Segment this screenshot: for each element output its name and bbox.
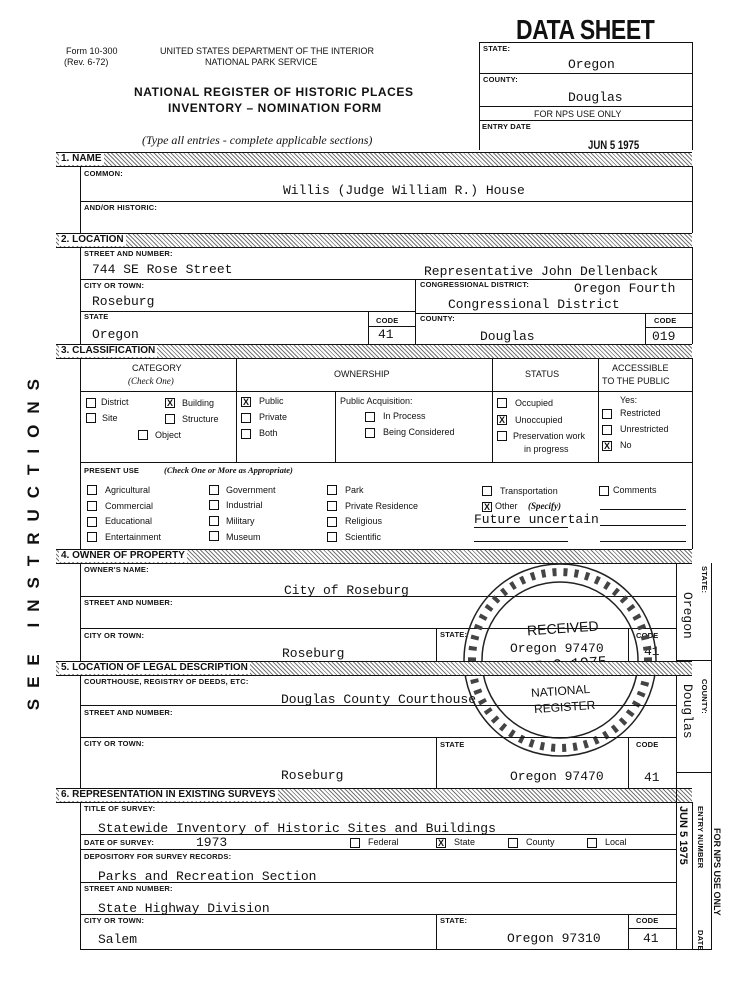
stamp-received: RECEIVED [526, 617, 600, 639]
section-1-title: 1. NAME [61, 153, 102, 164]
side-nps-use-only: FOR NPS USE ONLY [712, 828, 722, 916]
use-educational-label: Educational [105, 516, 153, 526]
survey-city-value: Salem [98, 932, 138, 947]
street-label: STREET AND NUMBER: [84, 249, 173, 258]
section-1-bar [56, 152, 692, 167]
historic-label: AND/OR HISTORIC: [84, 203, 158, 212]
survey-city-label: CITY OR TOWN: [84, 916, 145, 925]
use-other-value: Future uncertain [474, 512, 599, 527]
use-religious-checkbox[interactable] [327, 517, 337, 527]
use-industrial-checkbox[interactable] [209, 500, 219, 510]
congressional-label: CONGRESSIONAL DISTRICT: [420, 280, 530, 289]
use-entertainment-label: Entertainment [105, 532, 162, 542]
survey-title-value: Statewide Inventory of Historic Sites and Buildings [98, 821, 496, 836]
side-state-value: Oregon [680, 592, 695, 639]
use-comments-label: Comments [613, 485, 657, 495]
county-value: Douglas [480, 329, 535, 344]
survey-federal-checkbox[interactable] [350, 838, 360, 848]
survey-state-checkbox[interactable]: X [437, 838, 444, 848]
survey-local-label: Local [605, 837, 627, 847]
cat-structure-checkbox[interactable] [165, 414, 175, 424]
state-code-value: 41 [378, 327, 394, 342]
owner-name-value: City of Roseburg [284, 583, 409, 598]
own-both-checkbox[interactable] [241, 429, 251, 439]
nps-use-only: FOR NPS USE ONLY [534, 109, 622, 119]
status-label: STATUS [525, 369, 560, 379]
present-use-sub: (Check One or More as Appropriate) [164, 465, 293, 475]
nps-state-label: STATE: [483, 44, 511, 53]
county-code-label: CODE [654, 316, 677, 325]
cat-site-label: Site [102, 413, 118, 423]
acc-restricted-label: Restricted [620, 408, 661, 418]
ownership-label: OWNERSHIP [334, 369, 390, 379]
survey-code-value: 41 [643, 931, 659, 946]
cat-building-checkbox[interactable]: X [166, 398, 173, 408]
section-3-bar [56, 344, 692, 359]
use-private-res-checkbox[interactable] [327, 501, 337, 511]
side-county-label: COUNTY: [700, 679, 709, 715]
survey-county-label: County [526, 837, 555, 847]
own-both-label: Both [259, 428, 278, 438]
use-park-label: Park [345, 485, 364, 495]
depository-value: Parks and Recreation Section [98, 869, 317, 884]
category-sub: (Check One) [128, 376, 174, 386]
accessible-label-2: TO THE PUBLIC [602, 376, 670, 386]
use-religious-label: Religious [345, 516, 383, 526]
use-museum-label: Museum [226, 532, 261, 542]
present-use-label: PRESENT USE [84, 466, 140, 475]
acc-yes-label: Yes: [620, 395, 638, 405]
use-comments-checkbox[interactable] [599, 486, 609, 496]
side-date: DATE [696, 930, 705, 951]
use-transportation-label: Transportation [500, 486, 558, 496]
entry-date-stamp: JUN 5 1975 [588, 138, 640, 152]
cat-building-label: Building [182, 398, 215, 408]
courthouse-value: Douglas County Courthouse [281, 692, 477, 707]
use-other-label: Other [495, 501, 518, 511]
side-entry-number: ENTRY NUMBER [696, 806, 705, 869]
section-3-title: 3. CLASSIFICATION [61, 345, 156, 356]
survey-street-label: STREET AND NUMBER: [84, 884, 173, 893]
use-industrial-label: Industrial [226, 500, 263, 510]
section-2-title: 2. LOCATION [61, 234, 124, 245]
use-other-checkbox[interactable]: X [483, 502, 490, 512]
form-number: Form 10-300 [66, 46, 118, 56]
data-sheet-heading: DATA SHEET [516, 14, 655, 45]
see-instructions-side: SEE INSTRUCTIONS [24, 368, 43, 711]
legal-state-value: Oregon 97470 [510, 769, 604, 784]
own-private-checkbox[interactable] [241, 413, 251, 423]
acq-considered-label: Being Considered [383, 427, 455, 437]
use-scientific-label: Scientific [345, 532, 382, 542]
public-acquisition-label: Public Acquisition: [340, 396, 413, 406]
acq-process-label: In Process [383, 411, 426, 421]
section-4-title: 4. OWNER OF PROPERTY [61, 550, 185, 561]
use-commercial-label: Commercial [105, 501, 154, 511]
entry-date-label: ENTRY DATE [482, 122, 531, 131]
section-6-title: 6. REPRESENTATION IN EXISTING SURVEYS [61, 789, 276, 800]
legal-city-label: CITY OR TOWN: [84, 739, 145, 748]
accessible-label-1: ACCESSIBLE [612, 363, 669, 373]
owner-code-label: CODE [636, 631, 659, 640]
use-museum-checkbox[interactable] [209, 531, 219, 541]
own-private-label: Private [259, 412, 288, 422]
st-preservation-label-2: in progress [524, 444, 569, 454]
owner-street-label: STREET AND NUMBER: [84, 598, 173, 607]
section-5-title: 5. LOCATION OF LEGAL DESCRIPTION [61, 662, 248, 673]
legal-code-label: CODE [636, 740, 659, 749]
common-value: Willis (Judge William R.) House [283, 183, 525, 198]
nps-state-value: Oregon [568, 57, 615, 72]
acc-no-checkbox[interactable]: X [603, 441, 610, 451]
survey-state-value: Oregon 97310 [507, 931, 601, 946]
cat-object-label: Object [155, 430, 182, 440]
acq-considered-checkbox[interactable] [365, 428, 375, 438]
state-value: Oregon [92, 327, 139, 342]
legal-code-value: 41 [644, 770, 660, 785]
depository-label: DEPOSITORY FOR SURVEY RECORDS: [84, 852, 232, 861]
st-occupied-label: Occupied [515, 398, 554, 408]
use-commercial-checkbox[interactable] [87, 501, 97, 511]
section-2-bar [56, 233, 692, 248]
st-preservation-label-1: Preservation work [513, 431, 586, 441]
st-unoccupied-label: Unoccupied [515, 415, 563, 425]
legal-state-label: STATE [440, 740, 465, 749]
use-private-res-label: Private Residence [345, 501, 419, 511]
representative-value: Representative John Dellenback [424, 264, 659, 279]
stamp-register: REGISTER [533, 697, 596, 717]
use-park-checkbox[interactable] [327, 485, 337, 495]
congressional-value-2: Congressional District [448, 297, 620, 312]
acq-process-checkbox[interactable] [365, 412, 375, 422]
use-government-label: Government [226, 485, 276, 495]
section-6-bar [56, 788, 692, 803]
use-educational-checkbox[interactable] [87, 517, 97, 527]
survey-street-value: State Highway Division [98, 901, 270, 916]
nps-county-value: Douglas [568, 90, 623, 105]
survey-state-field-label: STATE: [440, 916, 468, 925]
acc-unrestricted-checkbox[interactable] [602, 425, 612, 435]
use-transportation-checkbox[interactable] [482, 486, 492, 496]
survey-county-checkbox[interactable] [508, 838, 518, 848]
state-label: STATE [84, 312, 109, 321]
survey-date-value: 1973 [196, 835, 228, 850]
owner-city-label: CITY OR TOWN: [84, 631, 145, 640]
legal-city-value: Roseburg [281, 768, 344, 783]
cat-structure-label: Structure [182, 414, 219, 424]
department: UNITED STATES DEPARTMENT OF THE INTERIOR [160, 46, 375, 56]
legal-street-label: STREET AND NUMBER: [84, 708, 173, 717]
survey-code-label: CODE [636, 916, 659, 925]
owner-state-value: Oregon 97470 [510, 641, 604, 656]
cat-site-checkbox[interactable] [86, 413, 96, 423]
form-instructions: (Type all entries - complete applicable sections) [142, 133, 373, 147]
use-government-checkbox[interactable] [209, 485, 219, 495]
use-entertainment-checkbox[interactable] [87, 532, 97, 542]
use-military-checkbox[interactable] [209, 516, 219, 526]
owner-city-value: Roseburg [282, 646, 345, 661]
side-state-label: STATE: [700, 566, 709, 594]
nps-county-label: COUNTY: [483, 75, 519, 84]
section-5-bar [56, 661, 692, 676]
form-revision: (Rev. 6-72) [64, 57, 109, 67]
survey-date-label: DATE OF SURVEY: [84, 838, 155, 847]
cat-district-label: District [101, 397, 129, 407]
cat-object-checkbox[interactable] [138, 430, 148, 440]
use-agricultural-label: Agricultural [105, 485, 151, 495]
side-county-value: Douglas [680, 684, 695, 739]
city-label: CITY OR TOWN: [84, 281, 145, 290]
survey-local-checkbox[interactable] [587, 838, 597, 848]
street-value: 744 SE Rose Street [92, 262, 233, 277]
own-public-checkbox[interactable]: X [242, 397, 249, 407]
use-agricultural-checkbox[interactable] [87, 485, 97, 495]
form-title-line1: NATIONAL REGISTER OF HISTORIC PLACES [134, 85, 414, 99]
st-preservation-checkbox[interactable] [497, 431, 507, 441]
congressional-value-1: Oregon Fourth [574, 281, 676, 296]
side-date-stamp: JUN 5 1975 [677, 806, 689, 865]
cat-district-checkbox[interactable] [86, 398, 96, 408]
survey-state-label: State [454, 837, 476, 847]
use-military-label: Military [226, 516, 255, 526]
survey-title-label: TITLE OF SURVEY: [84, 804, 156, 813]
acc-unrestricted-label: Unrestricted [620, 424, 669, 434]
courthouse-label: COURTHOUSE, REGISTRY OF DEEDS, ETC: [84, 677, 249, 686]
city-value: Roseburg [92, 294, 155, 309]
own-public-label: Public [259, 396, 284, 406]
common-label: COMMON: [84, 169, 123, 178]
county-label: COUNTY: [420, 314, 456, 323]
stamp-national: NATIONAL [530, 681, 591, 701]
owner-state-label: STATE: [440, 630, 468, 639]
form-title-line2: INVENTORY – NOMINATION FORM [168, 101, 382, 115]
service: NATIONAL PARK SERVICE [205, 57, 318, 67]
acc-no-label: No [620, 440, 632, 450]
county-code-value: 019 [652, 329, 676, 344]
state-code-label: CODE [376, 316, 399, 325]
use-other-specify: (Specify) [528, 501, 561, 511]
acc-restricted-checkbox[interactable] [602, 409, 612, 419]
category-label: CATEGORY [132, 363, 182, 373]
st-unoccupied-checkbox[interactable]: X [498, 415, 505, 425]
owner-name-label: OWNER'S NAME: [84, 565, 149, 574]
st-occupied-checkbox[interactable] [497, 398, 507, 408]
survey-federal-label: Federal [368, 837, 399, 847]
use-scientific-checkbox[interactable] [327, 532, 337, 542]
owner-code-value: 41 [644, 644, 660, 659]
